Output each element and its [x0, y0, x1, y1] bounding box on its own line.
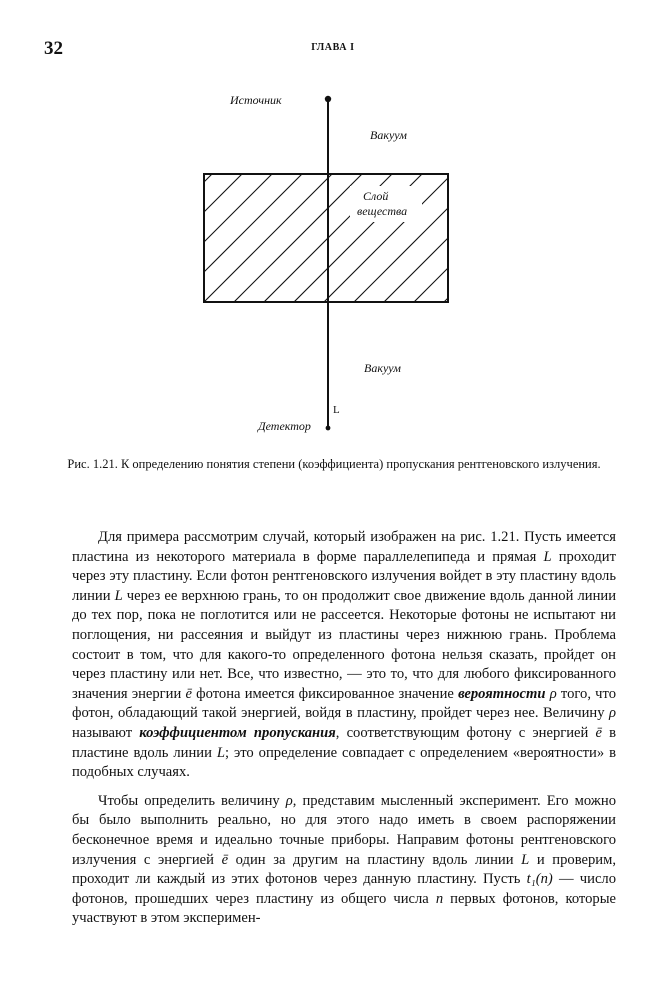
detector-point	[326, 426, 331, 431]
running-head: ГЛАВА I	[311, 42, 355, 53]
term-transmission-coefficient: коэффициентом пропускания	[139, 724, 336, 741]
label-line-L: L	[333, 404, 340, 416]
paragraph-2: Чтобы определить величину ρ, представим мысленный эксперимент. Его можно бы было выполнить реально, но для этого надо иметь в своем распоряжении бесконечное время и идеально точные приборы. Направим фотоны рентгеновского излучения с энергией ē один за другим на пластину вдоль линии L и проверим, проходит ли каждый из этих фотонов через данную пластину. Пусть t₁(n) — число фотонов, прошедших через пластину из общего числа n первых фотонов, которые участвуют в этом эксперимен-	[72, 792, 617, 927]
label-layer-line1: Слой	[363, 189, 389, 203]
term-probability: вероятности	[458, 685, 546, 702]
figure-transmission-diagram	[0, 0, 666, 450]
source-point	[325, 96, 331, 102]
label-vacuum-top: Вакуум	[370, 128, 407, 142]
label-layer-line2: вещества	[357, 204, 408, 218]
body-text	[72, 528, 616, 938]
label-detector: Детектор	[258, 419, 311, 433]
label-source: Источник	[230, 93, 282, 107]
paragraph-1: Для примера рассмотрим случай, который изображен на рис. 1.21. Пусть имеется пластина из некоторого материала в форме параллелепипеда и прямая L проходит через эту пластину. Если фотон рентгеновского излучения войдет в эту пластину вдоль линии L через ее верхнюю грань, то он продолжит свое движение вдоль данной линии до тех пор, пока не поглотится или не рассеется. Некоторые фотоны не испытают ни поглощения, ни рассеяния и выйдут из пластины через нижнюю грань. Проблема состоит в том, что для какого-то определенного фотона нельзя сказать, пройдет он через пластину или нет. Все, что известно, — это то, что для любого фиксированного значения энергии ē фотона имеется фиксированное значение вероятности ρ того, что фотон, обладающий такой энергией, войдя в пластину, пройдет через нее. Величину ρ называют коэффициентом пропускания, соответствующим фотону с энергией ē в пластине вдоль линии L; это определение совпадает с определением «вероятности» в подобных случаях.	[72, 529, 617, 781]
page-number: 32	[44, 38, 63, 59]
figure-caption: Рис. 1.21. К определению понятия степени (коэффициента) пропускания рентгеновского излучения.	[67, 457, 601, 471]
label-vacuum-bottom: Вакуум	[364, 361, 401, 375]
